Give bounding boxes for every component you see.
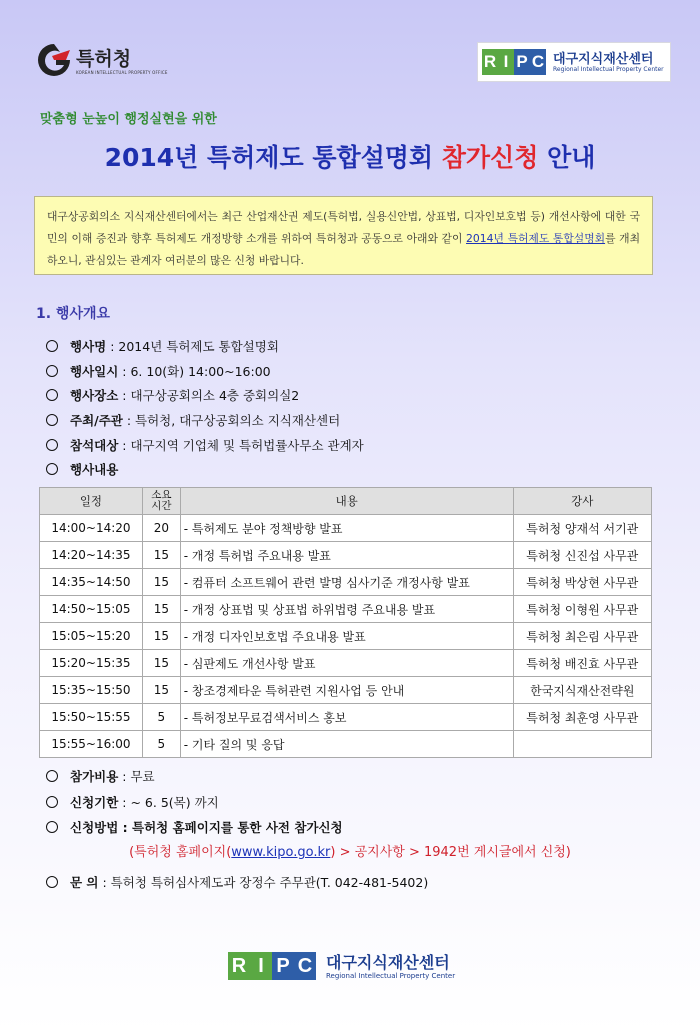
- cell-speaker: 특허청 배진효 사무관: [513, 650, 651, 677]
- footer-ripc-logo: [228, 950, 478, 984]
- cell-time: 14:35~14:50: [40, 569, 143, 596]
- cell-duration: 15: [142, 677, 180, 704]
- cell-time: 15:55~16:00: [40, 731, 143, 758]
- notice-highlight: 2014년 특허제도 통합설명회: [466, 232, 606, 245]
- cell-duration: 15: [142, 596, 180, 623]
- ripc-subtitle: Regional Intellectual Property Center: [326, 972, 456, 980]
- apply-text: (특허청 홈페이지(: [129, 845, 232, 860]
- overview-item: [46, 411, 340, 429]
- schedule-table: [39, 487, 652, 758]
- item-label: 문 의: [70, 875, 99, 890]
- overview-item: [46, 436, 364, 454]
- detail-item: [46, 818, 343, 836]
- cell-content: - 특허제도 분야 정책방향 발표: [180, 515, 513, 542]
- notice-text: 를 개최하오니, 관심있는 관계자 여러분의 많은 신청 바랍니다.: [47, 232, 640, 267]
- cell-content: - 기타 질의 및 응답: [180, 731, 513, 758]
- circle-bullet-icon: [46, 463, 58, 475]
- circle-bullet-icon: [46, 770, 58, 782]
- cell-content: - 창조경제타운 특허관련 지원사업 등 안내: [180, 677, 513, 704]
- overview-item: [46, 460, 118, 478]
- item-label: 신청방법: [70, 820, 119, 835]
- ripc-name: 대구지식재산센터: [553, 52, 654, 67]
- item-label: 신청기한: [70, 795, 119, 810]
- item-value: : 무료: [118, 769, 155, 784]
- item-value: : 2014년 특허제도 통합설명회: [106, 339, 279, 354]
- table-row: [40, 704, 652, 731]
- circle-bullet-icon: [46, 821, 58, 833]
- item-label: 참가비용: [70, 769, 119, 784]
- ripc-subtitle: Regional Intellectual Property Center: [553, 66, 664, 73]
- cell-speaker: 한국지식재산전략원: [513, 677, 651, 704]
- kipo-subtitle: KOREAN INTELLECTUAL PROPERTY OFFICE: [76, 70, 168, 75]
- item-value: : 대구상공회의소 4층 중회의실2: [118, 388, 300, 403]
- header-time: 일정: [40, 488, 143, 515]
- table-row: [40, 569, 652, 596]
- cell-time: 15:05~15:20: [40, 623, 143, 650]
- cell-duration: 15: [142, 623, 180, 650]
- ripc-name: 대구지식재산센터: [326, 953, 450, 972]
- item-value: : 대구지역 기업체 및 특허법률사무소 관계자: [118, 438, 364, 453]
- ripc-mark: [228, 952, 316, 980]
- circle-bullet-icon: [46, 365, 58, 377]
- table-row: [40, 677, 652, 704]
- header-speaker: 강사: [513, 488, 651, 515]
- notice-box: [34, 196, 653, 275]
- kipo-name: 특허청: [76, 48, 132, 70]
- item-label: 주최/주관: [70, 413, 123, 428]
- item-label: 행사내용: [70, 462, 119, 477]
- ripc-letter: P: [514, 49, 530, 75]
- notice-text: 대구상공회의소 지식재산센터에서는 최근 산업재산권 제도(특허법, 실용신안법, 상표법, 디자인보호법 등) 개선사항에 대한 국민의 이해 증진과 향후 특허제도 개정방향 소개를 위하여 특허청과 공동으로 아래와 같이: [47, 210, 640, 245]
- ripc-letter: R: [482, 49, 498, 75]
- cell-content: - 개정 특허법 주요내용 발표: [180, 542, 513, 569]
- cell-duration: 15: [142, 569, 180, 596]
- table-row: [40, 650, 652, 677]
- cell-duration: 15: [142, 650, 180, 677]
- item-label: 행사장소: [70, 388, 119, 403]
- ripc-letter: C: [294, 952, 316, 980]
- table-header-row: [40, 488, 652, 515]
- cell-speaker: 특허청 양재석 서기관: [513, 515, 651, 542]
- cell-speaker: 특허청 최은림 사무관: [513, 623, 651, 650]
- kipo-homepage-link[interactable]: www.kipo.go.kr: [231, 845, 331, 860]
- cell-time: 14:50~15:05: [40, 596, 143, 623]
- cell-content: - 심판제도 개선사항 발표: [180, 650, 513, 677]
- cell-time: 15:50~15:55: [40, 704, 143, 731]
- cell-speaker: 특허청 이형원 사무관: [513, 596, 651, 623]
- detail-item: [46, 793, 219, 811]
- title-text: 안내: [538, 143, 596, 172]
- cell-duration: 5: [142, 731, 180, 758]
- circle-bullet-icon: [46, 414, 58, 426]
- ripc-letter: P: [272, 952, 294, 980]
- apply-text: ) > 공지사항 > 1942번 게시글에서 신청): [330, 845, 571, 860]
- cell-content: - 특허정보무료검색서비스 홍보: [180, 704, 513, 731]
- cell-content: - 개정 상표법 및 상표법 하위법령 주요내용 발표: [180, 596, 513, 623]
- table-row: [40, 596, 652, 623]
- overview-item: [46, 386, 299, 404]
- title-highlight: 참가신청: [441, 143, 539, 172]
- circle-bullet-icon: [46, 340, 58, 352]
- header-duration-line: 소요: [151, 489, 172, 501]
- kipo-logo: [36, 42, 186, 82]
- header-content: 내용: [180, 488, 513, 515]
- circle-bullet-icon: [46, 876, 58, 888]
- cell-duration: 15: [142, 542, 180, 569]
- page-title: [0, 138, 700, 174]
- cell-time: 14:00~14:20: [40, 515, 143, 542]
- cell-time: 15:35~15:50: [40, 677, 143, 704]
- cell-speaker: 특허청 최훈영 사무관: [513, 704, 651, 731]
- cell-duration: 20: [142, 515, 180, 542]
- ripc-logo: [477, 42, 671, 82]
- cell-time: 14:20~14:35: [40, 542, 143, 569]
- cell-time: 15:20~15:35: [40, 650, 143, 677]
- tagline: 맞춤형 눈높이 행정실현을 위한: [40, 112, 217, 127]
- item-value: : 특허청 특허심사제도과 장정수 주무관(T. 042-481-5402): [98, 875, 429, 890]
- cell-speaker: 특허청 신진섭 사무관: [513, 542, 651, 569]
- item-value: : 특허청, 대구상공회의소 지식재산센터: [122, 413, 341, 428]
- overview-item: [46, 337, 279, 355]
- ripc-mark: [482, 49, 546, 75]
- circle-bullet-icon: [46, 439, 58, 451]
- circle-bullet-icon: [46, 796, 58, 808]
- item-value: : 특허청 홈페이지를 통한 사전 참가신청: [118, 820, 343, 835]
- cell-speaker: 특허청 박상현 사무관: [513, 569, 651, 596]
- contact-item: [46, 873, 428, 891]
- kipo-emblem-icon: [36, 42, 72, 78]
- item-label: 참석대상: [70, 438, 119, 453]
- table-row: [40, 623, 652, 650]
- overview-item: [46, 362, 271, 380]
- header-duration: [142, 488, 180, 515]
- cell-content: - 개정 디자인보호법 주요내용 발표: [180, 623, 513, 650]
- ripc-letter: I: [498, 49, 514, 75]
- header-duration-line: 시간: [151, 500, 172, 512]
- cell-speaker: [513, 731, 651, 758]
- cell-content: - 컴퓨터 소프트웨어 관련 발명 심사기준 개정사항 발표: [180, 569, 513, 596]
- item-label: 행사명: [70, 339, 107, 354]
- table-row: [40, 515, 652, 542]
- cell-duration: 5: [142, 704, 180, 731]
- title-text: 2014년 특허제도 통합설명회: [104, 143, 442, 172]
- table-row: [40, 731, 652, 758]
- apply-instructions: [0, 841, 700, 860]
- item-value: : ~ 6. 5(목) 까지: [118, 795, 219, 810]
- section-title: 1. 행사개요: [36, 306, 111, 322]
- item-label: 행사일시: [70, 364, 119, 379]
- circle-bullet-icon: [46, 389, 58, 401]
- table-row: [40, 542, 652, 569]
- detail-item: [46, 767, 155, 785]
- ripc-letter: I: [250, 952, 272, 980]
- item-value: : 6. 10(화) 14:00~16:00: [118, 364, 271, 379]
- ripc-letter: R: [228, 952, 250, 980]
- ripc-letter: C: [530, 49, 546, 75]
